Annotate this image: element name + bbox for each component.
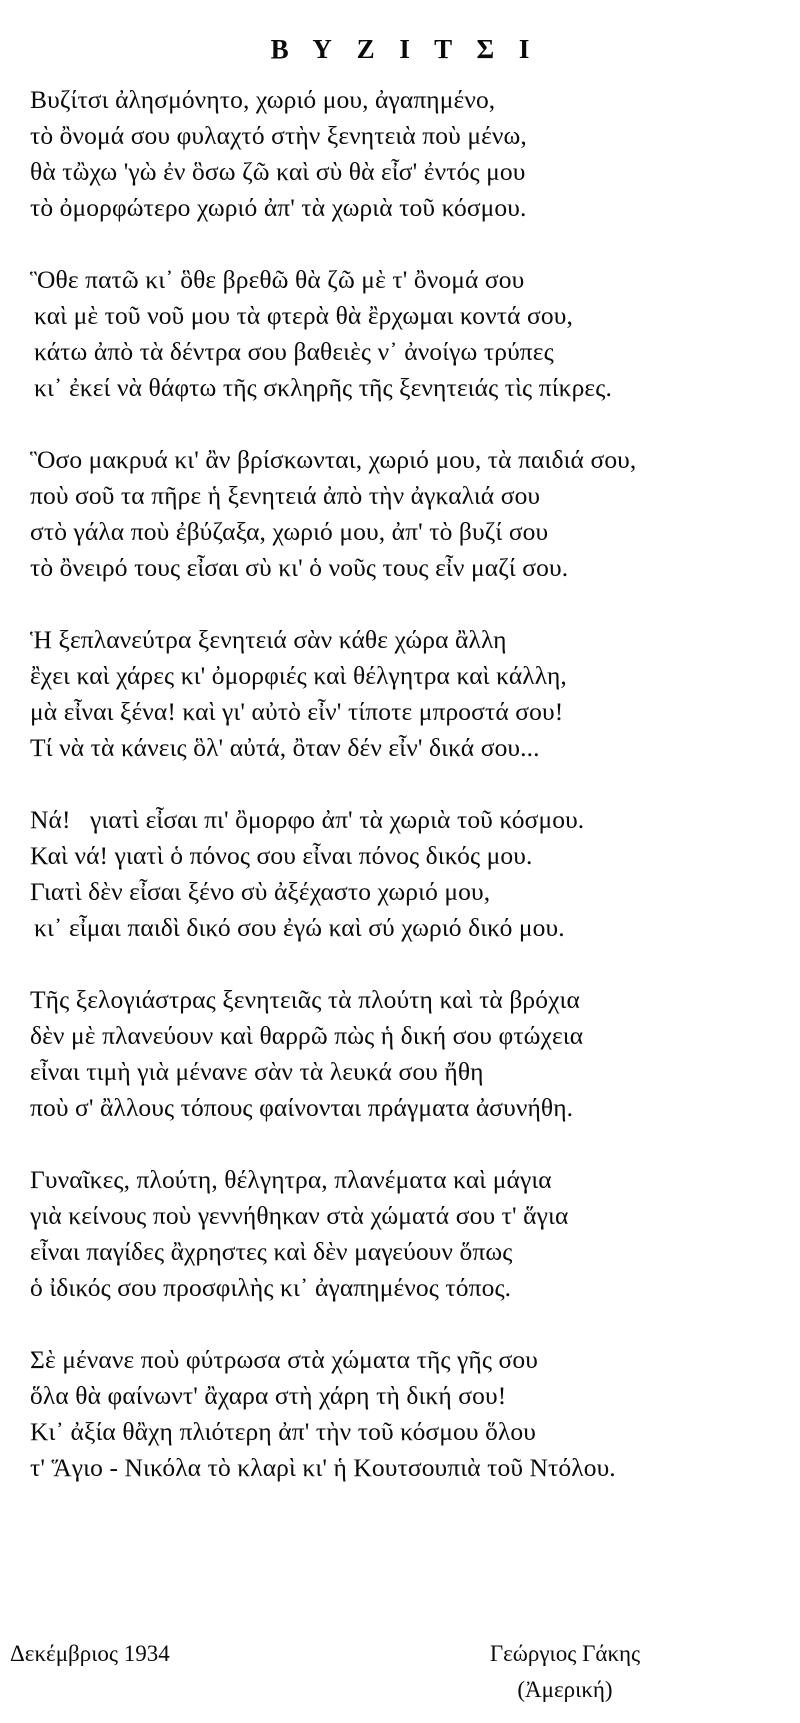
stanza-2	[30, 262, 770, 406]
verse-line: ποὺ σοῦ τα πῆρε ἡ ξενητειά ἀπὸ τὴν ἀγκαλιά σου	[30, 481, 541, 510]
verse-line: εἶναι τιμὴ γιὰ μένανε σὰν τὰ λευκά σου ἤθη	[30, 1057, 484, 1086]
verse-line: κι᾽ ἐκεί νὰ θάφτω τῆς σκληρῆς τῆς ξενητειάς τὶς πίκρες.	[34, 373, 612, 402]
stanza-3	[30, 442, 770, 586]
colophon	[0, 1637, 800, 1723]
colophon-date: Δεκέμβριος 1934	[10, 1641, 170, 1666]
verse-line: Γυναῖκες, πλούτη, θέλγητρα, πλανέματα καὶ μάγια	[30, 1165, 552, 1194]
verse-line: Νά! γιατὶ εἶσαι πι' ὂμορφο ἀπ' τὰ χωριὰ τοῦ κόσμου.	[30, 805, 585, 834]
page-title: Β Υ Ζ Ι Τ Σ Ι	[270, 34, 539, 65]
verse-line: Ὃσο μακρυά κι' ἂν βρίσκωνται, χωριό μου, τὰ παιδιά σου,	[30, 445, 637, 474]
verse-line: Σὲ μένανε ποὺ φύτρωσα στὰ χώματα τῆς γῆς σου	[30, 1345, 538, 1374]
verse-line: ποὺ σ' ἂλλους τόπους φαίνονται πράγματα ἀσυνήθη.	[30, 1093, 574, 1122]
verse-line: εἶναι παγίδες ἂχρηστες καὶ δὲν μαγεύουν ὅπως	[30, 1237, 513, 1266]
verse-line: Κι᾽ ἀξία θἂχη πλιότερη ἀπ' τὴν τοῦ κόσμου ὅλου	[30, 1417, 536, 1446]
verse-line: γιὰ κείνους ποὺ γεννήθηκαν στὰ χώματά σου τ' ἅγια	[30, 1201, 569, 1230]
colophon-place: (Ἀμερική)	[517, 1677, 613, 1702]
verse-line: μὰ εἶναι ξένα! καὶ γι' αὐτὸ εἶν' τίποτε μπροστά σου!	[30, 697, 564, 726]
verse-line: Ἡ ξεπλανεύτρα ξενητειά σὰν κάθε χώρα ἂλλη	[30, 625, 507, 654]
verse-line: ἒχει καὶ χάρες κι' ὀμορφιές καὶ θέλγητρα καὶ κάλλη,	[30, 661, 567, 690]
verse-line: Τῆς ξελογιάστρας ξενητειᾶς τὰ πλούτη καὶ τὰ βρόχια	[30, 985, 580, 1014]
stanza-1	[30, 82, 770, 226]
verse-line: Τί νὰ τὰ κάνεις ὃλ' αὐτά, ὂταν δέν εἶν' δικά σου...	[30, 733, 540, 762]
verse-line: κάτω ἀπὸ τὰ δέντρα σου βαθειὲς ν᾽ ἀνοίγω τρύπες	[34, 337, 554, 366]
verse-line: κι᾽ εἶμαι παιδὶ δικό σου ἐγώ καὶ σύ χωριό δικό μου.	[34, 913, 565, 942]
stanza-7	[30, 1162, 770, 1306]
stanza-4	[30, 622, 770, 766]
stanza-6	[30, 982, 770, 1126]
verse-line: Καὶ νά! γιατὶ ὁ πόνος σου εἶναι πόνος δικός μου.	[30, 841, 533, 870]
verse-line: καὶ μὲ τοῦ νοῦ μου τὰ φτερὰ θὰ ἒρχωμαι κοντά σου,	[34, 301, 573, 330]
verse-line: τὸ ὂνειρό τους εἶσαι σὺ κι' ὁ νοῦς τους εἶν μαζί σου.	[30, 553, 569, 582]
stanza-5	[30, 802, 770, 946]
verse-line: τὸ ὂνομά σου φυλαχτό στὴν ξενητειὰ ποὺ μένω,	[30, 121, 527, 150]
verse-line: Ὃθε πατῶ κι᾽ ὃθε βρεθῶ θὰ ζῶ μὲ τ' ὂνομά σου	[30, 265, 525, 294]
verse-line: Γιατὶ δὲν εἶσαι ξένο σὺ ἀξέχαστο χωριό μου,	[30, 877, 491, 906]
verse-line: δὲν μὲ πλανεύουν καὶ θαρρῶ πὼς ἡ δική σου φτώχεια	[30, 1021, 584, 1050]
colophon-author: Γεώργιος Γάκης	[489, 1641, 641, 1666]
verse-line: τὸ ὀμορφώτερο χωριό ἀπ' τὰ χωριὰ τοῦ κόσμου.	[30, 193, 527, 222]
verse-line: στὸ γάλα ποὺ ἐβύζαξα, χωριό μου, ἀπ' τὸ βυζί σου	[30, 517, 549, 546]
verse-line: ὁ ἰδικός σου προσφιλὴς κι᾽ ἀγαπημένος τόπος.	[30, 1273, 512, 1302]
verse-line: ὅλα θὰ φαίνωντ' ἂχαρα στὴ χάρη τὴ δική σου!	[30, 1381, 507, 1410]
poem-body	[30, 82, 770, 1486]
verse-line: Βυζίτσι ἀλησμόνητο, χωριό μου, ἀγαπημένο,	[30, 85, 496, 114]
verse-line: θὰ τὢχω 'γὼ ἐν ὃσω ζῶ καὶ σὺ θὰ εἶσ' ἐντός μου	[30, 157, 526, 186]
verse-line: τ' Ἅγιο - Νικόλα τὸ κλαρὶ κι' ἡ Κουτσουπιὰ τοῦ Ντόλου.	[30, 1453, 616, 1482]
stanza-8	[30, 1342, 770, 1486]
